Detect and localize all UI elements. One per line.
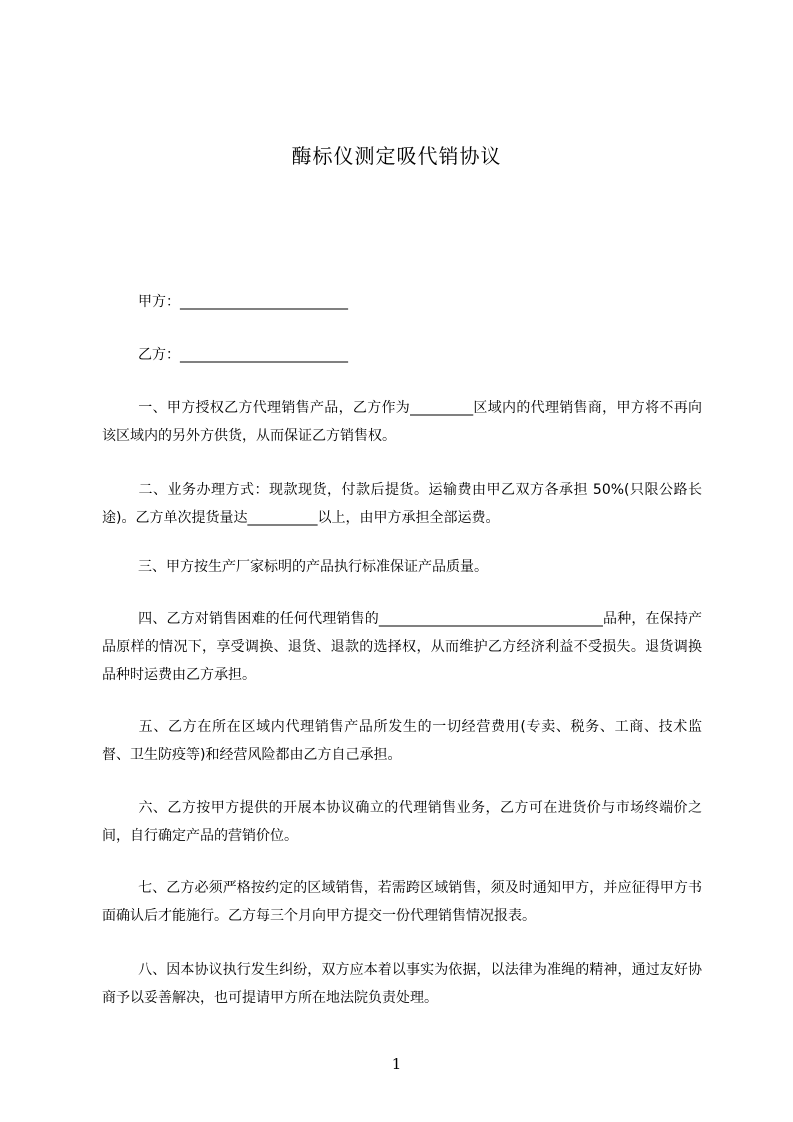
clause-8-text: 八、因本协议执行发生纠纷，双方应本着以事实为依据，以法律为准绳的精神，通过友好协商予以妥善解决，也可提请甲方所在地法院负责处理。 [102,962,702,1006]
clause-1 [102,394,702,450]
clause-7-text: 七、乙方必须严格按约定的区域销售，若需跨区域销售，须及时通知甲方，并应征得甲方书面确认后才能施行。乙方每三个月向甲方提交一份代理销售情况报表。 [102,880,702,924]
document-title: 酶标仪测定吸代销协议 [291,144,502,168]
clause-5 [102,713,702,769]
clause-4-text: 四、乙方对销售困难的任何代理销售的________________________________品种，在保持产品原样的情况下，享受调换、退货、退款的选择权，从而维护乙方经济利益不受损失。退货调换品种时运费由乙方承担。 [102,611,702,683]
clause-8 [102,956,702,1012]
clause-4 [102,605,702,689]
party-a-line: 甲方：________________________ [138,294,348,310]
clause-5-text: 五、乙方在所在区域内代理销售产品所发生的一切经营费用(专卖、税务、工商、技术监督、卫生防疫等)和经营风险都由乙方自己承担。 [102,719,702,763]
clause-1-text: 一、甲方授权乙方代理销售产品，乙方作为_________区域内的代理销售商，甲方将不再向该区域内的另外方供货，从而保证乙方销售权。 [102,400,702,444]
clause-3 [102,553,702,581]
clause-3-text: 三、甲方按生产厂家标明的产品执行标准保证产品质量。 [138,559,488,575]
clause-2-text: 二、业务办理方式：现款现货，付款后提货。运输费由甲乙双方各承担 50%(只限公路长途)。乙方单次提货量达__________以上，由甲方承担全部运费。 [102,482,702,526]
party-b-line: 乙方：________________________ [138,347,348,363]
clause-2 [102,476,702,532]
clause-7 [102,874,702,930]
page-number: 1 [391,1055,402,1073]
clause-6 [102,794,702,850]
clause-6-text: 六、乙方按甲方提供的开展本协议确立的代理销售业务，乙方可在进货价与市场终端价之间，自行确定产品的营销价位。 [102,800,702,844]
